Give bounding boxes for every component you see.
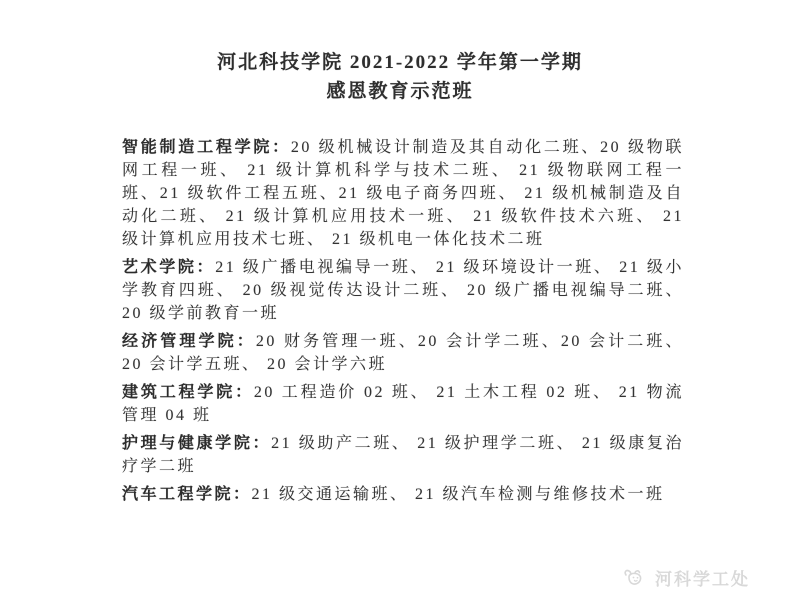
- section-art-college: [122, 256, 684, 325]
- section-smart-manufacturing-college: [122, 136, 684, 251]
- doodle-face-icon: [623, 568, 651, 588]
- college-name: 经济管理学院：: [122, 333, 256, 350]
- class-list: 21 级交通运输班、 21 级汽车检测与维修技术一班: [251, 486, 665, 503]
- section-nursing-health-college: [122, 432, 684, 478]
- document-title: 河北科技学院 2021-2022 学年第一学期: [217, 52, 583, 73]
- college-name: 护理与健康学院：: [122, 435, 272, 452]
- section-economics-management-college: [122, 330, 684, 376]
- document-body: [122, 136, 684, 511]
- watermark-label: 河科学工处: [655, 570, 750, 589]
- section-automotive-engineering-college: [122, 483, 684, 506]
- watermark: [623, 565, 750, 590]
- document-header: [0, 48, 800, 106]
- college-name: 汽车工程学院：: [122, 486, 252, 503]
- college-name: 艺术学院：: [122, 259, 216, 276]
- document-subtitle: 感恩教育示范班: [326, 81, 474, 102]
- college-name: 建筑工程学院：: [122, 384, 254, 401]
- class-list: 20 工程造价 02 班、 21 土木工程 02 班、 21 物流管理 04 班: [122, 384, 684, 424]
- class-list: 20 财务管理一班、20 会计学二班、20 会计二班、 20 会计学五班、 20 会计学六班: [122, 333, 684, 373]
- section-architecture-engineering-college: [122, 381, 684, 427]
- college-name: 智能制造工程学院：: [122, 139, 291, 156]
- class-list: 21 级助产二班、 21 级护理学二班、 21 级康复治疗学二班: [122, 435, 684, 475]
- class-list: 20 级机械设计制造及其自动化二班、20 级物联网工程一班、 21 级计算机科学与技术二班、 21 级物联网工程一班、21 级软件工程五班、21 级电子商务四班、 21 级机械制造及自动化二班、 21 级计算机应用技术一班、 21 级软件技术六班、 21 级计算机应用技术七班、 21 级机电一体化技术二班: [122, 139, 684, 248]
- class-list: 21 级广播电视编导一班、 21 级环境设计一班、 21 级小学教育四班、 20 级视觉传达设计二班、 20 级广播电视编导二班、 20 级学前教育一班: [122, 259, 684, 322]
